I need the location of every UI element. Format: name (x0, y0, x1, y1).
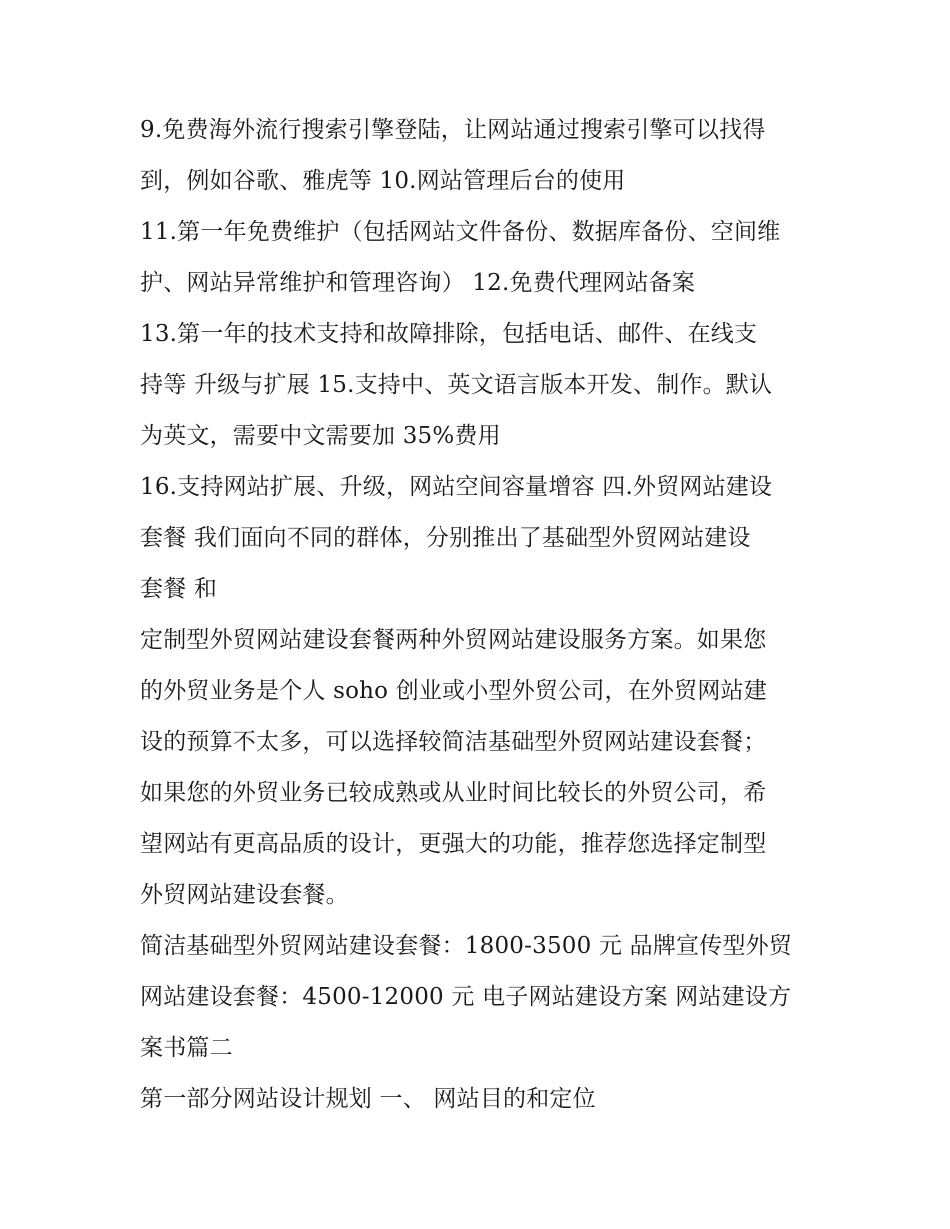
document-body (140, 105, 820, 1125)
text-line: 的外贸业务是个人 soho 创业或小型外贸公司，在外贸网站建 (140, 678, 767, 704)
paragraph-package-description (140, 615, 820, 921)
paragraph-services-9-10 (140, 105, 820, 207)
paragraph-section-heading (140, 1074, 820, 1125)
paragraph-services-13-15 (140, 309, 820, 462)
text-line: 望网站有更高品质的设计，更强大的功能，推荐您选择定制型 (140, 831, 767, 857)
paragraph-services-16-packages (140, 462, 820, 615)
text-line: 案书篇二 (140, 1035, 233, 1061)
text-line: 9.免费海外流行搜索引擎登陆，让网站通过搜索引擎可以找得 (140, 117, 766, 143)
text-line: 为英文，需要中文需要加 35%费用 (140, 423, 501, 449)
text-line: 11.第一年免费维护（包括网站文件备份、数据库备份、空间维 (140, 219, 781, 245)
text-line: 网站建设套餐：4500-12000 元 电子网站建设方案 网站建设方 (140, 984, 792, 1010)
text-line: 设的预算不太多，可以选择较简洁基础型外贸网站建设套餐； (140, 729, 767, 755)
text-line: 定制型外贸网站建设套餐两种外贸网站建设服务方案。如果您 (140, 627, 767, 653)
text-line: 外贸网站建设套餐。 (140, 882, 349, 908)
section-heading: 第一部分网站设计规划 一、 网站目的和定位 (140, 1086, 596, 1112)
text-line: 持等 升级与扩展 15.支持中、英文语言版本开发、制作。默认 (140, 372, 773, 398)
paragraph-package-pricing (140, 921, 820, 1074)
text-line: 到，例如谷歌、雅虎等 10.网站管理后台的使用 (140, 168, 626, 194)
paragraph-services-11-12 (140, 207, 820, 309)
text-line: 13.第一年的技术支持和故障排除，包括电话、邮件、在线支 (140, 321, 758, 347)
text-line: 16.支持网站扩展、升级，网站空间容量增容 四.外贸网站建设 (140, 474, 773, 500)
text-line: 如果您的外贸业务已较成熟或从业时间比较长的外贸公司，希 (140, 780, 767, 806)
text-line: 套餐 我们面向不同的群体，分别推出了基础型外贸网站建设 (140, 525, 751, 551)
text-line: 简洁基础型外贸网站建设套餐：1800-3500 元 品牌宣传型外贸 (140, 933, 793, 959)
text-line: 套餐 和 (140, 576, 218, 602)
text-line: 护、网站异常维护和管理咨询） 12.免费代理网站备案 (140, 270, 696, 296)
